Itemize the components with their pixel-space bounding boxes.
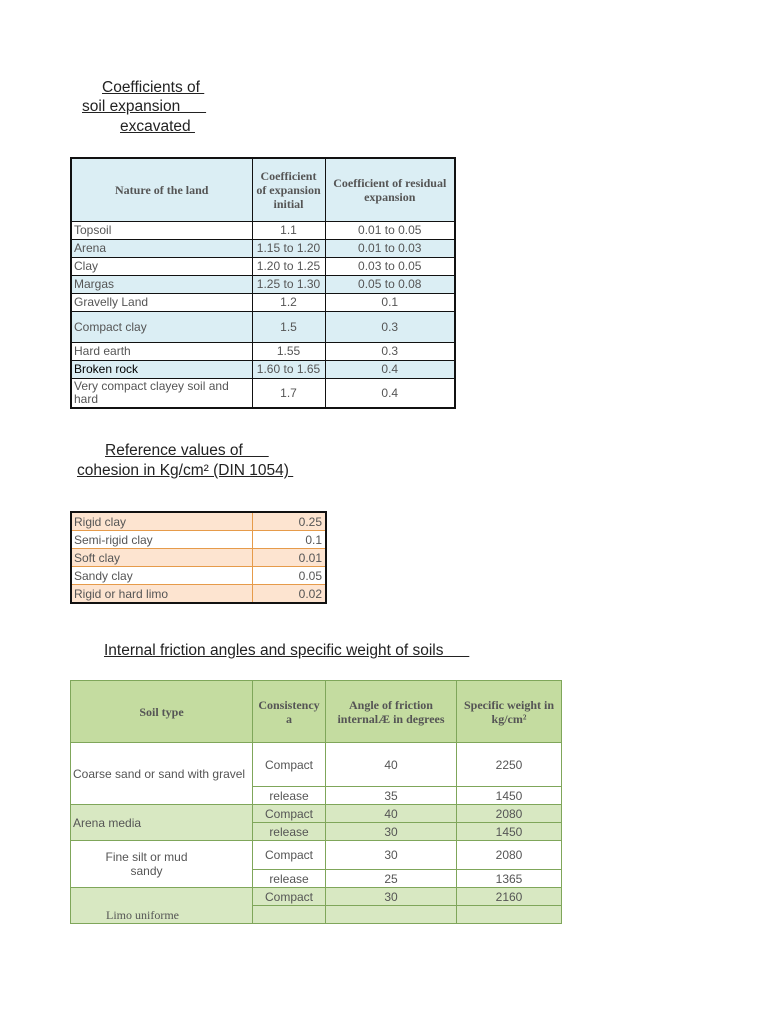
residual-value: 0.3 [325, 311, 455, 342]
cohesion-title-line-1: Reference values of [105, 442, 269, 459]
specific-weight: 2080 [457, 841, 562, 870]
land-name: Gravelly Land [71, 293, 252, 311]
cohesion-value: 0.02 [252, 585, 326, 604]
friction-table-viewport [70, 680, 561, 922]
header-specific-weight: Specific weight in kg/cm² [457, 681, 562, 743]
consistency [253, 906, 326, 924]
expansion-coefficients-table [70, 157, 456, 409]
specific-weight: 2080 [457, 805, 562, 823]
initial-value: 1.2 [252, 293, 325, 311]
consistency: release [253, 823, 326, 841]
specific-weight: 1450 [457, 787, 562, 805]
initial-value: 1.15 to 1.20 [252, 239, 325, 257]
initial-value: 1.25 to 1.30 [252, 275, 325, 293]
table-row [71, 311, 455, 342]
specific-weight: 2250 [457, 743, 562, 787]
land-name: Hard earth [71, 342, 252, 360]
soil-name: Semi-rigid clay [71, 531, 252, 549]
friction-angle: 25 [326, 870, 457, 888]
residual-value: 0.01 to 0.03 [325, 239, 455, 257]
land-name: Broken rock [71, 360, 252, 378]
table-row [71, 342, 455, 360]
table-row [71, 805, 562, 823]
initial-value: 1.7 [252, 378, 325, 408]
cohesion-table [70, 511, 327, 604]
table-row [71, 360, 455, 378]
friction-angle: 30 [326, 823, 457, 841]
friction-angle: 40 [326, 743, 457, 787]
table-row [71, 531, 326, 549]
specific-weight [457, 906, 562, 924]
cohesion-value: 0.25 [252, 512, 326, 531]
coefficients-title-line-3: excavated [120, 118, 195, 135]
specific-weight: 1450 [457, 823, 562, 841]
coefficients-title-line-1: Coefficients of [102, 79, 205, 96]
friction-angle: 35 [326, 787, 457, 805]
header-friction-angle: Angle of friction internalÆ in degrees [326, 681, 457, 743]
land-name: Topsoil [71, 221, 252, 239]
initial-value: 1.20 to 1.25 [252, 257, 325, 275]
cohesion-value: 0.1 [252, 531, 326, 549]
soil-name: Rigid clay [71, 512, 252, 531]
soil-name: Rigid or hard limo [71, 585, 252, 604]
soil-name: Soft clay [71, 549, 252, 567]
residual-value: 0.05 to 0.08 [325, 275, 455, 293]
consistency: Compact [253, 888, 326, 906]
table-row [71, 512, 326, 531]
cohesion-title-line-2: cohesion in Kg/cm² (DIN 1054) [77, 462, 294, 479]
consistency: Compact [253, 841, 326, 870]
soil-type: Limo uniforme [71, 888, 253, 924]
residual-value: 0.1 [325, 293, 455, 311]
table-row [71, 567, 326, 585]
consistency: Compact [253, 743, 326, 787]
specific-weight: 1365 [457, 870, 562, 888]
cohesion-value: 0.01 [252, 549, 326, 567]
friction-weight-table [70, 680, 562, 924]
table-row [71, 239, 455, 257]
friction-angle: 30 [326, 841, 457, 870]
land-name: Margas [71, 275, 252, 293]
header-nature-of-land: Nature of the land [71, 158, 252, 221]
table-row [71, 743, 562, 787]
residual-value: 0.3 [325, 342, 455, 360]
table-row [71, 293, 455, 311]
initial-value: 1.5 [252, 311, 325, 342]
residual-value: 0.4 [325, 360, 455, 378]
initial-value: 1.55 [252, 342, 325, 360]
soil-type: Arena media [71, 805, 253, 841]
friction-angle [326, 906, 457, 924]
cohesion-value: 0.05 [252, 567, 326, 585]
table-row [71, 888, 562, 906]
residual-value: 0.4 [325, 378, 455, 408]
header-soil-type: Soil type [71, 681, 253, 743]
land-name: Arena [71, 239, 252, 257]
header-initial-expansion: Coefficient of expansion initial [252, 158, 325, 221]
specific-weight: 2160 [457, 888, 562, 906]
table-row [71, 378, 455, 408]
coefficients-title-line-2: soil expansion [82, 98, 207, 115]
soil-type: Fine silt or mud sandy [71, 841, 253, 888]
table-row [71, 275, 455, 293]
soil-type: Coarse sand or sand with gravel [71, 743, 253, 805]
land-name: Very compact clayey soil and hard [71, 378, 252, 408]
consistency: Compact [253, 805, 326, 823]
table-row [71, 585, 326, 604]
header-consistency: Consistency a [253, 681, 326, 743]
residual-value: 0.01 to 0.05 [325, 221, 455, 239]
table-row [71, 221, 455, 239]
land-name: Compact clay [71, 311, 252, 342]
soil-name: Sandy clay [71, 567, 252, 585]
residual-value: 0.03 to 0.05 [325, 257, 455, 275]
friction-title: Internal friction angles and specific weight of soils [104, 642, 470, 659]
table-row [71, 549, 326, 567]
table-row [71, 841, 562, 870]
land-name: Clay [71, 257, 252, 275]
consistency: release [253, 870, 326, 888]
table-row [71, 257, 455, 275]
consistency: release [253, 787, 326, 805]
initial-value: 1.1 [252, 221, 325, 239]
friction-angle: 40 [326, 805, 457, 823]
header-residual-expansion: Coefficient of residual expansion [325, 158, 455, 221]
initial-value: 1.60 to 1.65 [252, 360, 325, 378]
friction-angle: 30 [326, 888, 457, 906]
